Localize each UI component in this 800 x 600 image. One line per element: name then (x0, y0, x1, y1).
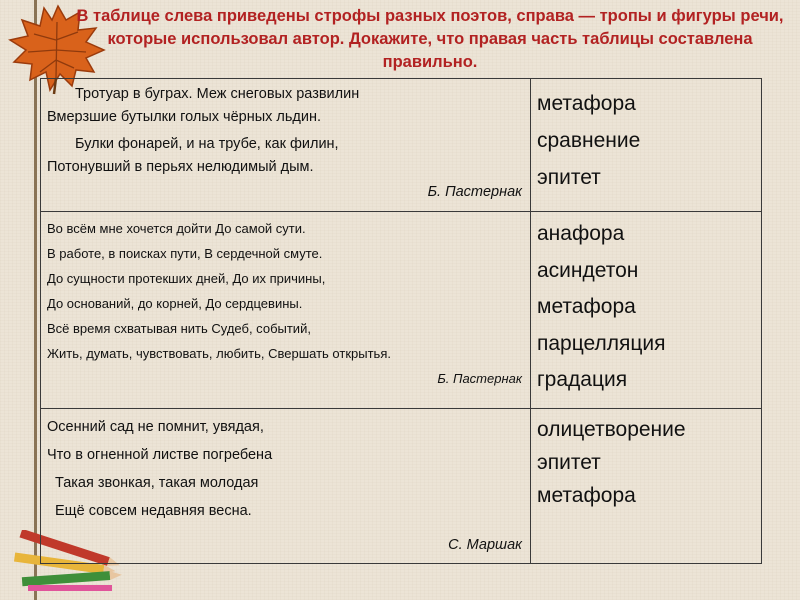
poem-line: Во всём мне хочется дойти До самой сути. (47, 221, 306, 236)
term: сравнение (537, 129, 641, 152)
term: метафора (537, 484, 636, 507)
terms-cell (531, 409, 762, 564)
poem-line: Всё время схватывая нить Судеб, событий, (47, 321, 311, 336)
poem-line: Булки фонарей, и на трубе, как филин, (75, 136, 339, 152)
term: градация (537, 368, 628, 391)
poem-line: Тротуар в буграх. Меж снеговых развилин (75, 86, 360, 102)
table-row (41, 79, 762, 212)
poem-author: С. Маршак (448, 537, 522, 553)
poem-line: Ещё совсем недавняя весна. (55, 503, 252, 519)
poem-line: Жить, думать, чувствовать, любить, Свершать открытья. (47, 346, 391, 361)
poem-cell (41, 409, 531, 564)
term: асиндетон (537, 258, 639, 282)
poem-line: В работе, в поисках пути, В сердечной смуте. (47, 246, 323, 261)
table-row (41, 212, 762, 409)
term: эпитет (537, 451, 601, 474)
poem-line: Такая звонкая, такая молодая (55, 475, 259, 491)
poem-author: Б. Пастернак (437, 371, 522, 386)
task-heading: В таблице слева приведены строфы разных поэтов, справа — тропы и фигуры речи, которые использовал автор. Докажите, что правая часть таблицы составлена правильно. (76, 7, 784, 71)
term: парцелляция (537, 331, 666, 355)
term: анафора (537, 222, 625, 245)
terms-cell (531, 79, 762, 212)
poem-line: Что в огненной листве погребена (47, 447, 273, 463)
poems-table (40, 78, 762, 564)
poem-author: Б. Пастернак (427, 184, 522, 200)
poem-line: До сущности протекших дней, До их причины, (47, 271, 326, 286)
poem-line: До оснований, до корней, До сердцевины. (47, 296, 303, 311)
terms-cell (531, 212, 762, 409)
poem-line: Потонувший в перьях нелюдимый дым. (47, 159, 314, 175)
term: эпитет (537, 166, 601, 189)
poem-cell (41, 79, 531, 212)
term: метафора (537, 92, 636, 115)
poem-cell (41, 212, 531, 409)
term: олицетворение (537, 418, 686, 441)
poem-line: Осенний сад не помнит, увядая, (47, 419, 264, 435)
term: метафора (537, 295, 636, 318)
poem-line: Вмерзшие бутылки голых чёрных льдин. (47, 109, 322, 125)
table-row (41, 409, 762, 564)
